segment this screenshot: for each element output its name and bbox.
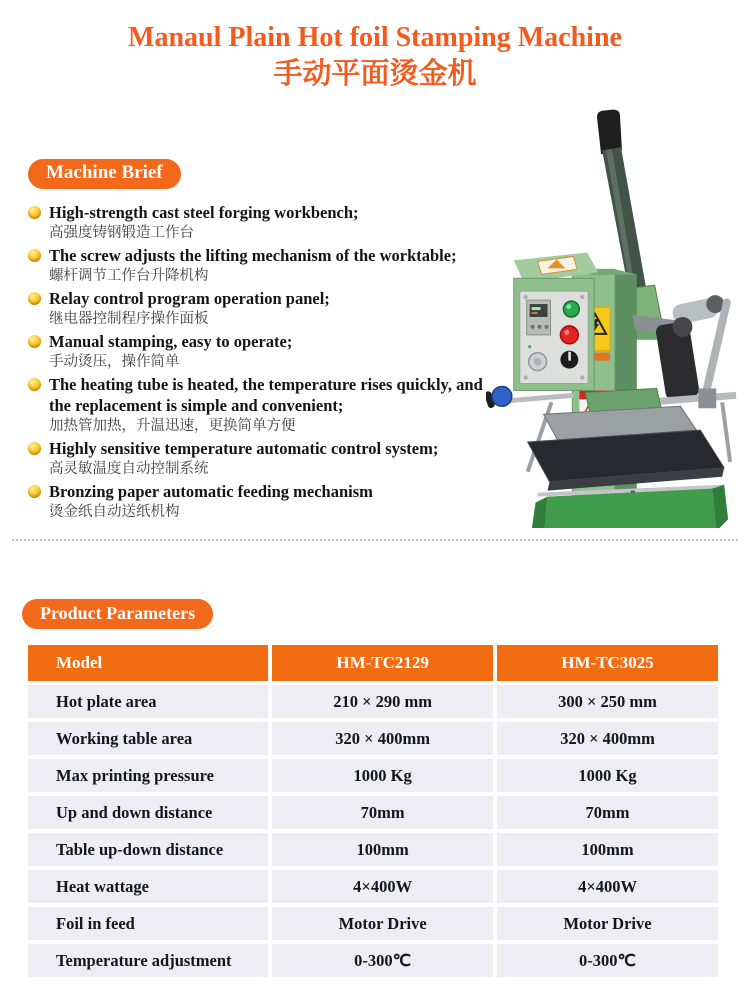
green-start-button	[563, 301, 579, 317]
feature-text-en: Highly sensitive temperature automatic control system;	[49, 439, 439, 458]
table-row	[28, 759, 718, 792]
feature-text-en: Relay control program operation panel;	[49, 289, 330, 308]
param-label: Up and down distance	[28, 796, 268, 829]
bullet-dot-icon	[28, 292, 41, 305]
param-value: 320 × 400mm	[272, 722, 493, 755]
param-label: Table up-down distance	[28, 833, 268, 866]
page-title-block	[0, 0, 750, 91]
blue-knob	[492, 386, 512, 406]
table-row	[28, 870, 718, 903]
table-row	[28, 685, 718, 718]
list-item	[28, 331, 500, 373]
column-header-model: Model	[28, 645, 268, 681]
param-value: 300 × 250 mm	[497, 685, 718, 718]
table-row	[28, 722, 718, 755]
feature-text-en: The screw adjusts the lifting mechanism of the worktable;	[49, 246, 457, 265]
feature-text-zh: 加热管加热，升温迅速，更换简单方便	[49, 418, 296, 434]
feature-text-zh: 高灵敏温度自动控制系统	[49, 461, 209, 477]
page-title-chinese: 手动平面烫金机	[273, 56, 477, 90]
dashed-separator	[12, 539, 738, 541]
feature-text-zh: 烫金纸自动送纸机构	[49, 504, 180, 520]
parameters-table	[24, 641, 722, 981]
machine-brief-badge: Machine Brief	[28, 159, 181, 189]
feature-text-en: Manual stamping, easy to operate;	[49, 332, 293, 351]
feature-text-zh: 手动烫压，操作简单	[49, 354, 180, 370]
feature-text-en: The heating tube is heated, the temperature rises quickly, and the replacement is simple and convenient;	[49, 375, 483, 415]
machine-brief-list	[28, 202, 500, 523]
page-title-english: Manaul Plain Hot foil Stamping Machine	[128, 22, 622, 53]
bullet-dot-icon	[28, 485, 41, 498]
red-stop-button	[560, 326, 578, 344]
param-value: 4×400W	[497, 870, 718, 903]
column-header-model-2: HM-TC3025	[497, 645, 718, 681]
param-value: Motor Drive	[497, 907, 718, 940]
bullet-dot-icon	[28, 378, 41, 391]
bullet-dot-icon	[28, 442, 41, 455]
table-row	[28, 833, 718, 866]
param-value: 1000 Kg	[272, 759, 493, 792]
feature-text-zh: 高强度铸钢锻造工作台	[49, 225, 194, 241]
param-value: 210 × 290 mm	[272, 685, 493, 718]
feature-text-en: Bronzing paper automatic feeding mechanism	[49, 482, 373, 501]
machine-photo	[486, 103, 744, 528]
list-item	[28, 481, 500, 523]
param-value: 0-300℃	[497, 944, 718, 977]
param-label: Hot plate area	[28, 685, 268, 718]
param-value: 100mm	[497, 833, 718, 866]
param-value: 100mm	[272, 833, 493, 866]
param-label: Foil in feed	[28, 907, 268, 940]
column-header-model-1: HM-TC2129	[272, 645, 493, 681]
list-item	[28, 288, 500, 330]
param-value: 0-300℃	[272, 944, 493, 977]
table-row	[28, 907, 718, 940]
control-box	[514, 252, 598, 390]
feature-text-zh: 继电器控制程序操作面板	[49, 311, 209, 327]
list-item	[28, 374, 500, 437]
table-header-row	[28, 645, 718, 681]
param-value: 4×400W	[272, 870, 493, 903]
param-label: Working table area	[28, 722, 268, 755]
param-value: Motor Drive	[272, 907, 493, 940]
table-row	[28, 796, 718, 829]
bullet-dot-icon	[28, 206, 41, 219]
product-parameters-badge: Product Parameters	[22, 599, 213, 629]
feature-text-zh: 螺杆调节工作台升降机构	[49, 268, 209, 284]
bullet-dot-icon	[28, 249, 41, 262]
param-value: 70mm	[497, 796, 718, 829]
param-value: 1000 Kg	[497, 759, 718, 792]
list-item	[28, 438, 500, 480]
param-value: 70mm	[272, 796, 493, 829]
table-row	[28, 944, 718, 977]
param-label: Temperature adjustment	[28, 944, 268, 977]
list-item	[28, 202, 500, 244]
feature-text-en: High-strength cast steel forging workbench;	[49, 203, 359, 222]
list-item	[28, 245, 500, 287]
param-label: Heat wattage	[28, 870, 268, 903]
bullet-dot-icon	[28, 335, 41, 348]
param-label: Max printing pressure	[28, 759, 268, 792]
worktable-and-base	[528, 388, 728, 528]
param-value: 320 × 400mm	[497, 722, 718, 755]
